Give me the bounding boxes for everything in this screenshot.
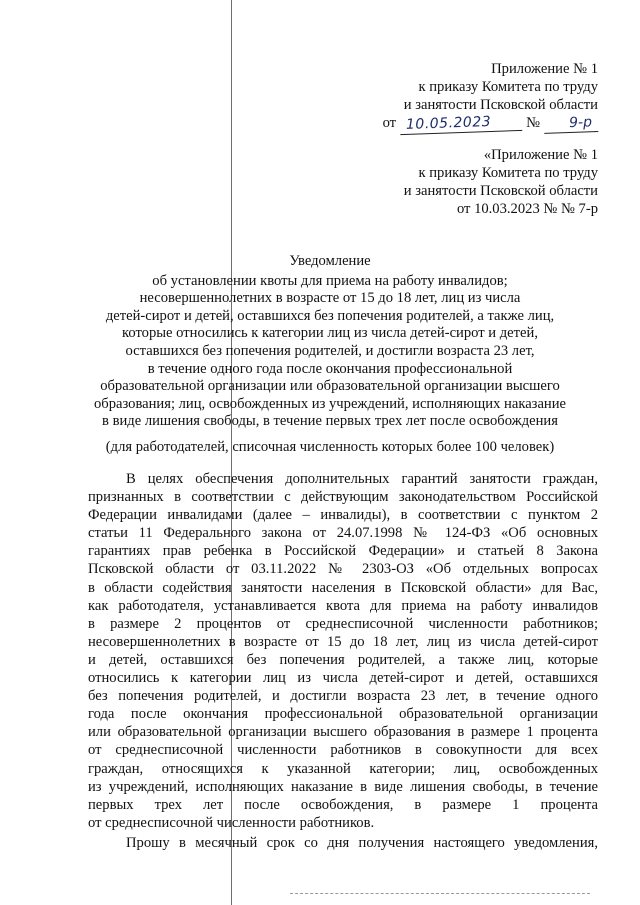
- title-line: образовательной организации или образовательной организации высшего: [100, 378, 560, 395]
- body-line: Прошу в месячный срок со дня получения настоящего уведомления,: [126, 834, 598, 851]
- body-line: как работодателя, устанавливается квота для приема на работу инвалидов: [88, 597, 598, 614]
- appendix-line: от 10.03.2023 № № 7-р: [456, 201, 598, 217]
- appendix-line: и занятости Псковской области: [403, 97, 598, 113]
- body-line: в области содействия занятости населения в Псковской области» для Вас,: [88, 579, 598, 596]
- number-label: №: [526, 115, 540, 131]
- body-line: года после окончания профессиональной образовательной организации: [88, 706, 598, 723]
- appendix-line: «Приложение № 1: [483, 147, 598, 163]
- handwritten-number: 9-р: [544, 113, 599, 134]
- appendix-line: и занятости Псковской области: [403, 183, 598, 199]
- body-line: Псковской области от 03.11.2022 № 2303-ОЗ «Об отдельных вопросах: [88, 561, 598, 578]
- appendix-header-new: [383, 60, 598, 133]
- body-line: относились к категории лиц из числа детей-сирот и детей, оставшихся: [88, 670, 598, 687]
- body-line: от среднесписочной численности работников.: [88, 814, 375, 831]
- title-line: которые относились к категории лиц из числа детей-сирот и детей,: [122, 325, 538, 342]
- title-line: образования; лиц, освобожденных из учреждений, исполняющих наказание: [93, 395, 567, 412]
- body-line: признанных в соответствии с действующим законодательством Российской: [88, 489, 598, 506]
- handwritten-date: 10.05.2023: [400, 112, 523, 135]
- appendix-line: к приказу Комитета по труду: [418, 79, 598, 95]
- scan-artifact-dots: [290, 893, 590, 896]
- body-line: в размере 2 процентов от среднесписочной численности работников;: [88, 615, 598, 632]
- body-line: В целях обеспечения дополнительных гарантий занятости граждан,: [126, 471, 598, 487]
- body-line: первых трех лет после освобождения, в размере 1 процента: [88, 796, 598, 813]
- title-line: оставшихся без попечения родителей, и достигли возраста 23 лет,: [125, 342, 535, 359]
- appendix-line: Приложение № 1: [491, 61, 598, 77]
- title-line: об установлении квоты для приема на работу инвалидов;: [152, 272, 508, 289]
- body-line: от среднесписочной численности работников в совокупности для всех: [88, 742, 598, 759]
- from-label: от: [382, 115, 397, 131]
- notice-title: [60, 253, 600, 431]
- body-line: или образовательной организации высшего образования в размере 1 процента: [88, 724, 598, 741]
- body-line: несовершеннолетних в возрасте от 15 до 18 лет, лиц из числа детей-сирот: [88, 633, 598, 650]
- order-date-number-line: [383, 114, 598, 133]
- body-line: граждан, относящихся к указанной категории; лиц, освобожденных: [88, 760, 598, 777]
- body-line: без попечения родителей, и достигли возраста 23 лет, в течение одного: [88, 688, 598, 705]
- appendix-header-old: [404, 146, 598, 218]
- paragraph-2: [88, 834, 598, 852]
- notice-heading: Уведомление: [289, 253, 371, 269]
- body-line: из учреждений, исполняющих наказание в виде лишения свободы, в течение: [88, 778, 598, 795]
- appendix-line: к приказу Комитета по труду: [418, 165, 598, 181]
- paragraph-1: [88, 470, 598, 832]
- body-line: гарантиях прав ребенка в Российской Федерации» и статьей 8 Закона: [88, 543, 598, 560]
- title-line: в течение одного года после окончания профессиональной: [147, 360, 513, 377]
- notice-body: [88, 470, 598, 852]
- title-line: в виде лишения свободы, в течение первых трех лет после освобождения: [102, 413, 558, 430]
- title-line: детей-сирот и детей, оставшихся без попечения родителей, а также лиц,: [105, 307, 555, 324]
- title-line: несовершеннолетних в возрасте от 15 до 18 лет, лиц из числа: [139, 290, 521, 307]
- body-line: Федерации инвалидами (далее – инвалиды), в соответствии с пунктом 2: [88, 507, 598, 524]
- body-line: и детей, оставшихся без попечения родителей, а также лиц, которые: [88, 651, 598, 668]
- body-line: статьи 11 Федерального закона от 24.07.1998 № 124-ФЗ «Об основных: [88, 525, 598, 542]
- notice-subtitle: (для работодателей, списочная численность которых более 100 человек): [105, 439, 555, 455]
